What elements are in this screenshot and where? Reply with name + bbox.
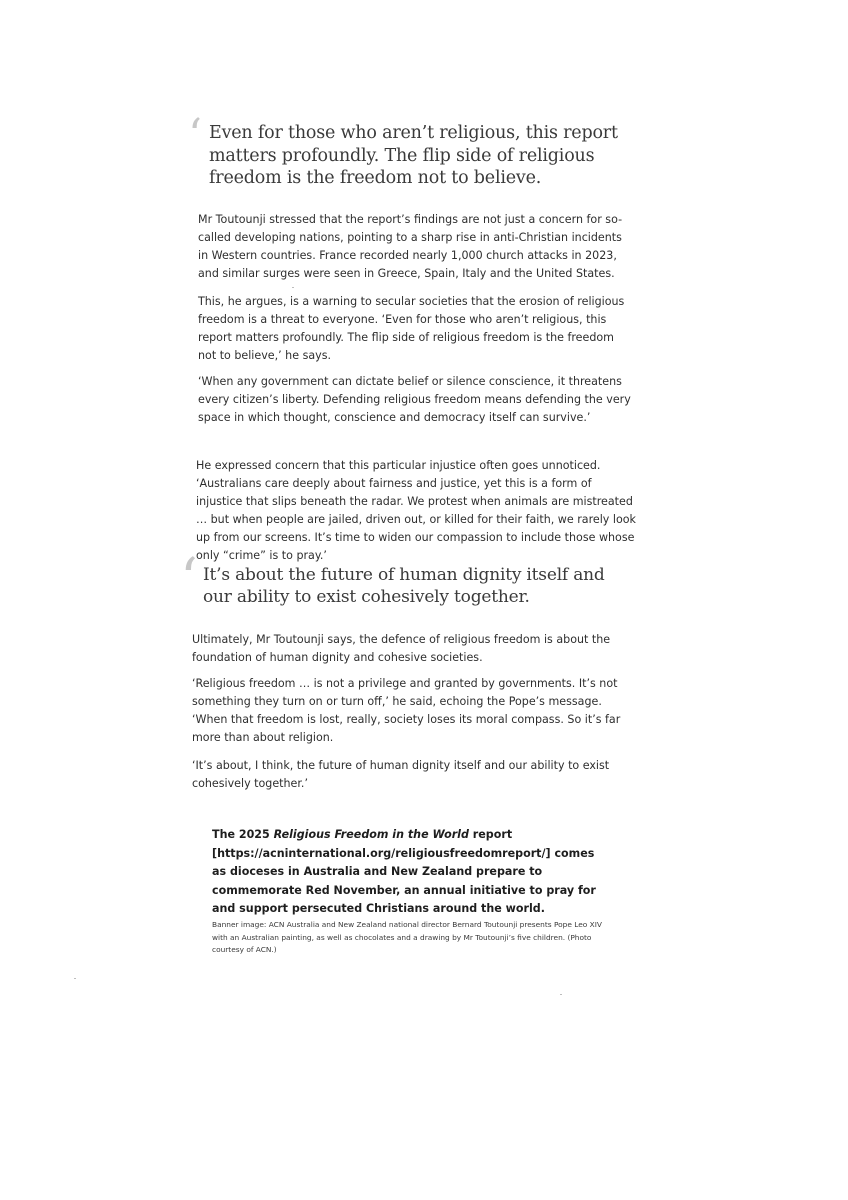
pull-quote-1: Even for those who aren’t religious, this report matters profoundly. The flip side of religious freedom is the freedom not to believe. <box>209 123 618 188</box>
body-paragraph: Mr Toutounji stressed that the report’s findings are not just a concern for so-called developing nations, pointing to a sharp rise in anti-Christian incidents in Western countries. France recorded nearly 1,000 church attacks in 2023, and similar surges were seen in Greece, Spain, Italy and the United States. <box>198 213 623 280</box>
pull-quote-2: It’s about the future of human dignity itself and our ability to exist cohesively together. <box>203 565 605 607</box>
body-paragraph: ‘Religious freedom … is not a privilege and granted by governments. It’s not something they turn on or turn off,’ he said, echoing the Pope’s message. ‘When that freedom is lost, really, society loses its moral compass. So it’s far more than about religion. <box>192 677 621 744</box>
report-footer-note <box>212 826 612 919</box>
quote-mark-icon: ‘ <box>180 547 198 612</box>
body-paragraph: ‘When any government can dictate belief or silence conscience, it threatens every citizen’s liberty. Defending religious freedom means defending the very space in which thought, conscience and democracy itself can survive.’ <box>198 375 631 424</box>
report-title: Religious Freedom in the World <box>273 828 469 841</box>
body-paragraph: ‘It’s about, I think, the future of human dignity itself and our ability to exist cohesively together.’ <box>192 759 610 790</box>
footer-note-suffix: report [https://acninternational.org/religiousfreedomreport/] comes as dioceses in Australia and New Zealand prepare to commemorate Red November, an annual initiative to pray for and support persecuted Christians around the world. <box>212 828 596 915</box>
quote-mark-icon: ‘ <box>188 110 202 161</box>
banner-caption: Banner image: ACN Australia and New Zealand national director Bernard Toutounji presents Pope Leo XIV with an Australian painting, as well as chocolates and a drawing by Mr Toutounji’s five children. (Photo courtesy of ACN.) <box>212 920 602 954</box>
body-paragraph: This, he argues, is a warning to secular societies that the erosion of religious freedom is a threat to everyone. ‘Even for those who aren’t religious, this report matters profoundly. The flip side of religious freedom is the freedom not to believe,’ he says. <box>198 295 625 362</box>
scan-speck <box>292 287 294 288</box>
body-paragraph: He expressed concern that this particular injustice often goes unnoticed. ‘Australians care deeply about fairness and justice, yet this is a form of injustice that slips beneath the radar. We protest when animals are mistreated … but when people are jailed, driven out, or killed for their faith, we rarely look up from our screens. It’s time to widen our compassion to include those whose only “crime” is to pray.’ <box>196 459 636 562</box>
scan-speck <box>560 994 562 995</box>
footer-note-prefix: The 2025 <box>212 828 274 841</box>
body-paragraph: Ultimately, Mr Toutounji says, the defence of religious freedom is about the foundation of human dignity and cohesive societies. <box>192 633 611 664</box>
scan-speck <box>74 978 76 979</box>
